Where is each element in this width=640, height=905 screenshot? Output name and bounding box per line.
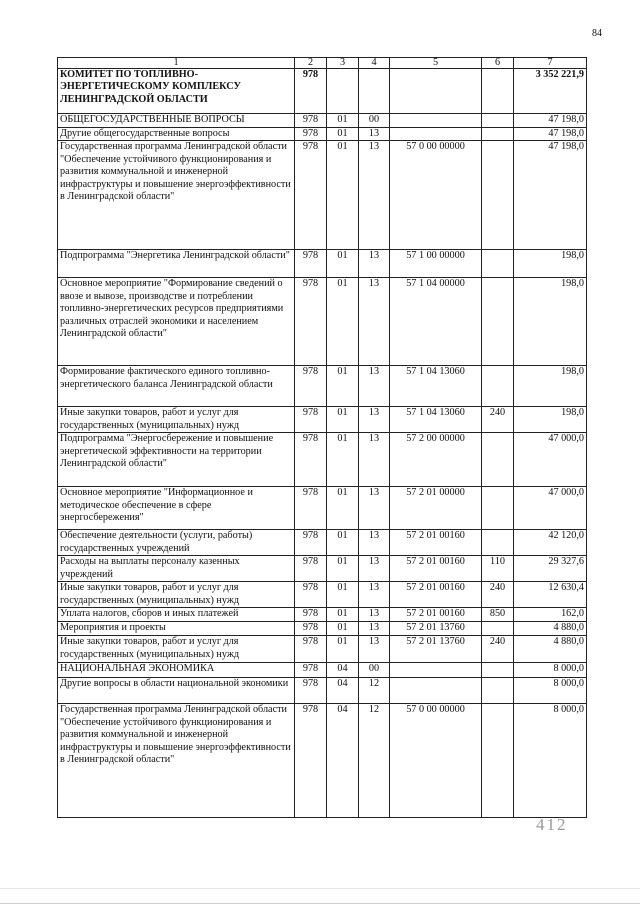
row-code-admin: 978 [295,250,327,278]
row-code-expense [482,622,514,636]
row-code-admin: 978 [295,636,327,663]
row-code-subsection: 00 [359,663,390,678]
row-code-subsection: 13 [359,366,390,407]
row-code-admin: 978 [295,114,327,128]
row-code-expense [482,663,514,678]
row-amount: 47 000,0 [514,487,587,530]
row-name: Расходы на выплаты персоналу казенных учреждений [58,556,295,582]
row-code-subsection: 13 [359,141,390,250]
row-code-subsection: 13 [359,278,390,366]
row-name: Государственная программа Ленинградской области "Обеспечение устойчивого функционирования и развития коммунальной и инженерной инфраструктуры и повышение энергоэффективности в Ленинградской области" [58,704,295,818]
row-code-section: 01 [327,141,359,250]
row-code-admin: 978 [295,678,327,704]
table-row [58,366,587,407]
row-code-subsection: 13 [359,487,390,530]
row-code-target: 57 1 04 13060 [390,366,482,407]
row-code-admin: 978 [295,582,327,608]
row-code-subsection: 12 [359,678,390,704]
row-code-expense: 240 [482,636,514,663]
row-name: НАЦИОНАЛЬНАЯ ЭКОНОМИКА [58,663,295,678]
row-code-section: 01 [327,366,359,407]
row-code-admin: 978 [295,407,327,433]
scan-artifact [0,903,640,904]
row-code-target [390,114,482,128]
row-name: Мероприятия и проекты [58,622,295,636]
row-code-expense [482,250,514,278]
row-code-section: 01 [327,278,359,366]
row-name: Подпрограмма "Энергетика Ленинградской области" [58,250,295,278]
page-stamp: 412 [536,815,568,834]
row-code-section: 01 [327,114,359,128]
row-name: Уплата налогов, сборов и иных платежей [58,608,295,622]
row-code-section: 01 [327,556,359,582]
page-number: 84 [592,28,602,39]
row-amount: 162,0 [514,608,587,622]
row-code-section: 01 [327,128,359,141]
row-code-subsection: 13 [359,250,390,278]
row-code-section: 01 [327,582,359,608]
row-code-expense [482,433,514,487]
row-code-target: 57 2 00 00000 [390,433,482,487]
row-code-section: 04 [327,704,359,818]
scan-artifact [0,888,640,889]
row-code-admin: 978 [295,704,327,818]
table-row [58,250,587,278]
header-cell: 6 [482,58,514,69]
row-amount: 8 000,0 [514,704,587,818]
row-code-subsection: 13 [359,636,390,663]
row-code-target [390,663,482,678]
table-row [58,608,587,622]
row-code-target: 57 2 01 00160 [390,608,482,622]
row-code-subsection: 13 [359,608,390,622]
table-row [58,141,587,250]
row-code-expense: 110 [482,556,514,582]
table-row [58,636,587,663]
row-name: Иные закупки товаров, работ и услуг для государственных (муниципальных) нужд [58,636,295,663]
budget-table [57,57,587,818]
row-code-admin: 978 [295,622,327,636]
table-row [58,678,587,704]
header-cell: 7 [514,58,587,69]
row-code-target: 57 1 04 13060 [390,407,482,433]
table-row [58,487,587,530]
row-code-expense [482,141,514,250]
row-code-subsection: 00 [359,114,390,128]
header-cell: 1 [58,58,295,69]
row-code-expense: 240 [482,407,514,433]
header-cell: 3 [327,58,359,69]
row-code-target: 57 1 00 00000 [390,250,482,278]
row-amount: 198,0 [514,407,587,433]
row-code-target [390,69,482,114]
row-amount: 47 000,0 [514,433,587,487]
table-row [58,704,587,818]
row-code-admin: 978 [295,487,327,530]
row-code-section: 01 [327,250,359,278]
row-amount: 42 120,0 [514,530,587,556]
row-code-expense: 240 [482,582,514,608]
row-code-target: 57 2 01 00160 [390,582,482,608]
row-name: Другие общегосударственные вопросы [58,128,295,141]
row-amount: 3 352 221,9 [514,69,587,114]
header-cell: 4 [359,58,390,69]
table-row [58,278,587,366]
row-code-admin: 978 [295,69,327,114]
row-amount: 4 880,0 [514,636,587,663]
table-row [58,622,587,636]
row-name: Иные закупки товаров, работ и услуг для государственных (муниципальных) нужд [58,407,295,433]
row-code-target: 57 2 01 00160 [390,556,482,582]
row-code-expense [482,69,514,114]
row-code-expense [482,704,514,818]
row-code-expense [482,678,514,704]
row-code-section: 04 [327,663,359,678]
row-amount: 12 630,4 [514,582,587,608]
row-code-subsection: 13 [359,433,390,487]
row-code-section: 01 [327,636,359,663]
row-code-target: 57 0 00 00000 [390,141,482,250]
table-row [58,556,587,582]
row-amount: 4 880,0 [514,622,587,636]
row-code-subsection: 13 [359,128,390,141]
row-code-admin: 978 [295,366,327,407]
row-code-target: 57 2 01 00000 [390,487,482,530]
row-name: Подпрограмма "Энергосбережение и повышение энергетической эффективности на территории Ленинградской области" [58,433,295,487]
row-code-admin: 978 [295,556,327,582]
row-code-section: 01 [327,622,359,636]
table-row [58,407,587,433]
row-code-subsection: 13 [359,622,390,636]
row-name: Формирование фактического единого топливно-энергетического баланса Ленинградской области [58,366,295,407]
row-code-target [390,678,482,704]
row-code-expense [482,530,514,556]
table-row [58,663,587,678]
table-row [58,128,587,141]
row-code-admin: 978 [295,433,327,487]
row-code-admin: 978 [295,608,327,622]
row-name: ОБЩЕГОСУДАРСТВЕННЫЕ ВОПРОСЫ [58,114,295,128]
row-code-target: 57 1 04 00000 [390,278,482,366]
row-code-expense [482,114,514,128]
row-code-section: 01 [327,433,359,487]
row-name: Основное мероприятие "Формирование сведений о ввозе и вывозе, производстве и потреблении топливно-энергетических ресурсов предприятиями различных отраслей экономики и населением Ленинградской области" [58,278,295,366]
row-code-target [390,128,482,141]
table-row [58,433,587,487]
row-code-expense [482,278,514,366]
row-amount: 47 198,0 [514,141,587,250]
row-code-subsection [359,69,390,114]
row-code-admin: 978 [295,128,327,141]
row-code-target: 57 2 01 00160 [390,530,482,556]
row-code-section: 04 [327,678,359,704]
row-code-subsection: 13 [359,407,390,433]
row-amount: 47 198,0 [514,128,587,141]
row-name: Обеспечение деятельности (услуги, работы) государственных учреждений [58,530,295,556]
row-code-expense [482,487,514,530]
row-amount: 198,0 [514,366,587,407]
row-code-target: 57 2 01 13760 [390,622,482,636]
row-code-section: 01 [327,407,359,433]
row-code-target: 57 0 00 00000 [390,704,482,818]
table-row [58,582,587,608]
header-cell: 5 [390,58,482,69]
row-name: Другие вопросы в области национальной экономики [58,678,295,704]
row-code-section: 01 [327,487,359,530]
row-code-admin: 978 [295,663,327,678]
row-code-section: 01 [327,608,359,622]
row-code-expense [482,128,514,141]
row-code-section [327,69,359,114]
row-name: Государственная программа Ленинградской области "Обеспечение устойчивого функционирования и развития коммунальной и инженерной инфраструктуры и повышение энергоэффективности в Ленинградской области" [58,141,295,250]
row-code-subsection: 13 [359,582,390,608]
row-amount: 29 327,6 [514,556,587,582]
row-code-subsection: 13 [359,556,390,582]
row-code-target: 57 2 01 13760 [390,636,482,663]
row-code-admin: 978 [295,278,327,366]
row-name: КОМИТЕТ ПО ТОПЛИВНО-ЭНЕРГЕТИЧЕСКОМУ КОМПЛЕКСУ ЛЕНИНГРАДСКОЙ ОБЛАСТИ [58,69,295,114]
row-code-subsection: 12 [359,704,390,818]
table-row [58,114,587,128]
table-header-row [58,58,587,69]
row-code-admin: 978 [295,141,327,250]
table-row [58,69,587,114]
row-amount: 47 198,0 [514,114,587,128]
row-code-section: 01 [327,530,359,556]
row-amount: 8 000,0 [514,678,587,704]
row-amount: 198,0 [514,278,587,366]
row-amount: 198,0 [514,250,587,278]
row-code-subsection: 13 [359,530,390,556]
row-name: Основное мероприятие "Информационное и методическое обеспечение в сфере энергосбережения" [58,487,295,530]
row-amount: 8 000,0 [514,663,587,678]
table-row [58,530,587,556]
header-cell: 2 [295,58,327,69]
row-name: Иные закупки товаров, работ и услуг для государственных (муниципальных) нужд [58,582,295,608]
row-code-admin: 978 [295,530,327,556]
row-code-expense: 850 [482,608,514,622]
row-code-expense [482,366,514,407]
